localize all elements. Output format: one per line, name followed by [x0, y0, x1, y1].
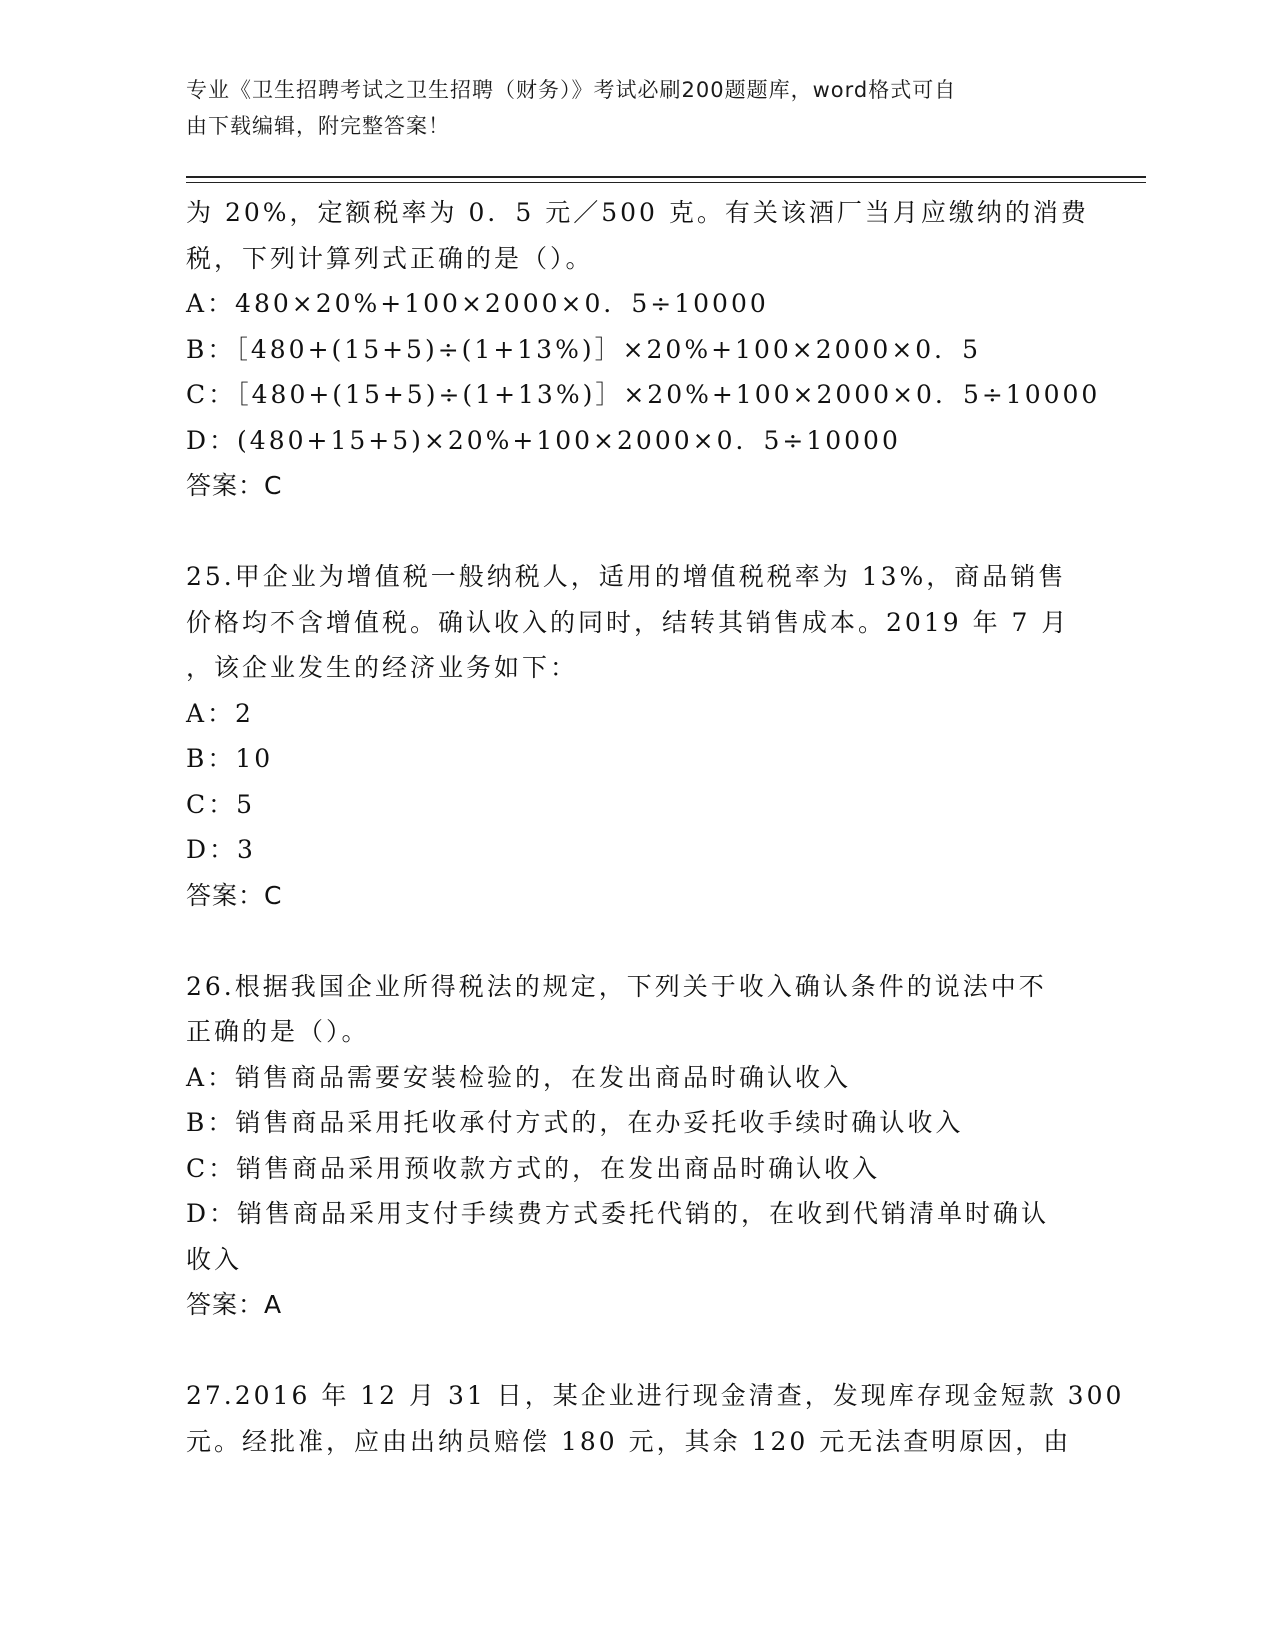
option-d-continued: 收入	[186, 1244, 243, 1274]
answer-text: 答案：C	[186, 880, 283, 910]
option-a: A：销售商品需要安装检验的，在发出商品时确认收入	[186, 1062, 852, 1092]
option-c: C：［480+(15+5)÷(1+13%)］×20%+100×2000×0．5÷10000	[186, 380, 1101, 409]
option-c: C：5	[186, 789, 256, 819]
question-stem-line: 正确的是（）。	[186, 1017, 370, 1046]
question-content	[186, 190, 1125, 1464]
option-b: B：10	[186, 744, 274, 773]
option-a: A：2	[186, 698, 254, 728]
option-a: A：480×20%+100×2000×0．5÷10000	[186, 289, 769, 318]
question-stem-line: 元。经批准，应由出纳员赔偿 180 元，其余 120 元无法查明原因，由	[186, 1426, 1072, 1456]
question-stem-line: 为 20%，定额税率为 0．5 元／500 克。有关该酒厂当月应缴纳的消费	[186, 198, 1089, 227]
question-stem-line: 26.根据我国企业所得税法的规定，下列关于收入确认条件的说法中不	[186, 971, 1047, 1001]
question-27	[186, 1373, 1125, 1464]
answer-text: 答案：C	[186, 471, 283, 500]
page-header	[186, 72, 1066, 144]
question-stem-line: ，该企业发生的经济业务如下：	[186, 653, 579, 682]
question-25	[186, 554, 1086, 918]
option-b: B：销售商品采用托收承付方式的，在办妥托收手续时确认收入	[186, 1108, 964, 1137]
option-d: D：3	[186, 835, 256, 864]
question-stem-line: 价格均不含增值税。确认收入的同时，结转其销售成本。2019 年 7 月	[186, 607, 1070, 637]
question-26	[186, 964, 1086, 1328]
question-spacer	[186, 918, 1086, 964]
question-spacer	[186, 509, 1086, 555]
option-c: C：销售商品采用预收款方式的，在发出商品时确认收入	[186, 1153, 881, 1183]
header-rule-thin	[186, 182, 1146, 183]
header-line-2: 由下载编辑，附完整答案！	[186, 114, 450, 138]
question-stem-line: 税，下列计算列式正确的是（）。	[186, 243, 594, 273]
question-24	[186, 190, 1101, 509]
option-b: B：［480+(15+5)÷(1+13%)］×20%+100×2000×0．5	[186, 334, 982, 364]
option-d: D：销售商品采用支付手续费方式委托代销的，在收到代销清单时确认	[186, 1199, 1050, 1228]
header-line-1: 专业《卫生招聘考试之卫生招聘（财务）》考试必刷200题题库，word格式可自	[186, 78, 957, 102]
header-rule-thick	[186, 176, 1146, 178]
option-d: D：(480+15+5)×20%+100×2000×0．5÷10000	[186, 425, 901, 455]
question-spacer	[186, 1328, 1086, 1374]
answer-text: 答案：A	[186, 1290, 283, 1319]
question-stem-line: 25.甲企业为增值税一般纳税人，适用的增值税税率为 13%，商品销售	[186, 562, 1067, 591]
question-stem-line: 27.2016 年 12 月 31 日，某企业进行现金清查，发现库存现金短款 300	[186, 1381, 1125, 1410]
